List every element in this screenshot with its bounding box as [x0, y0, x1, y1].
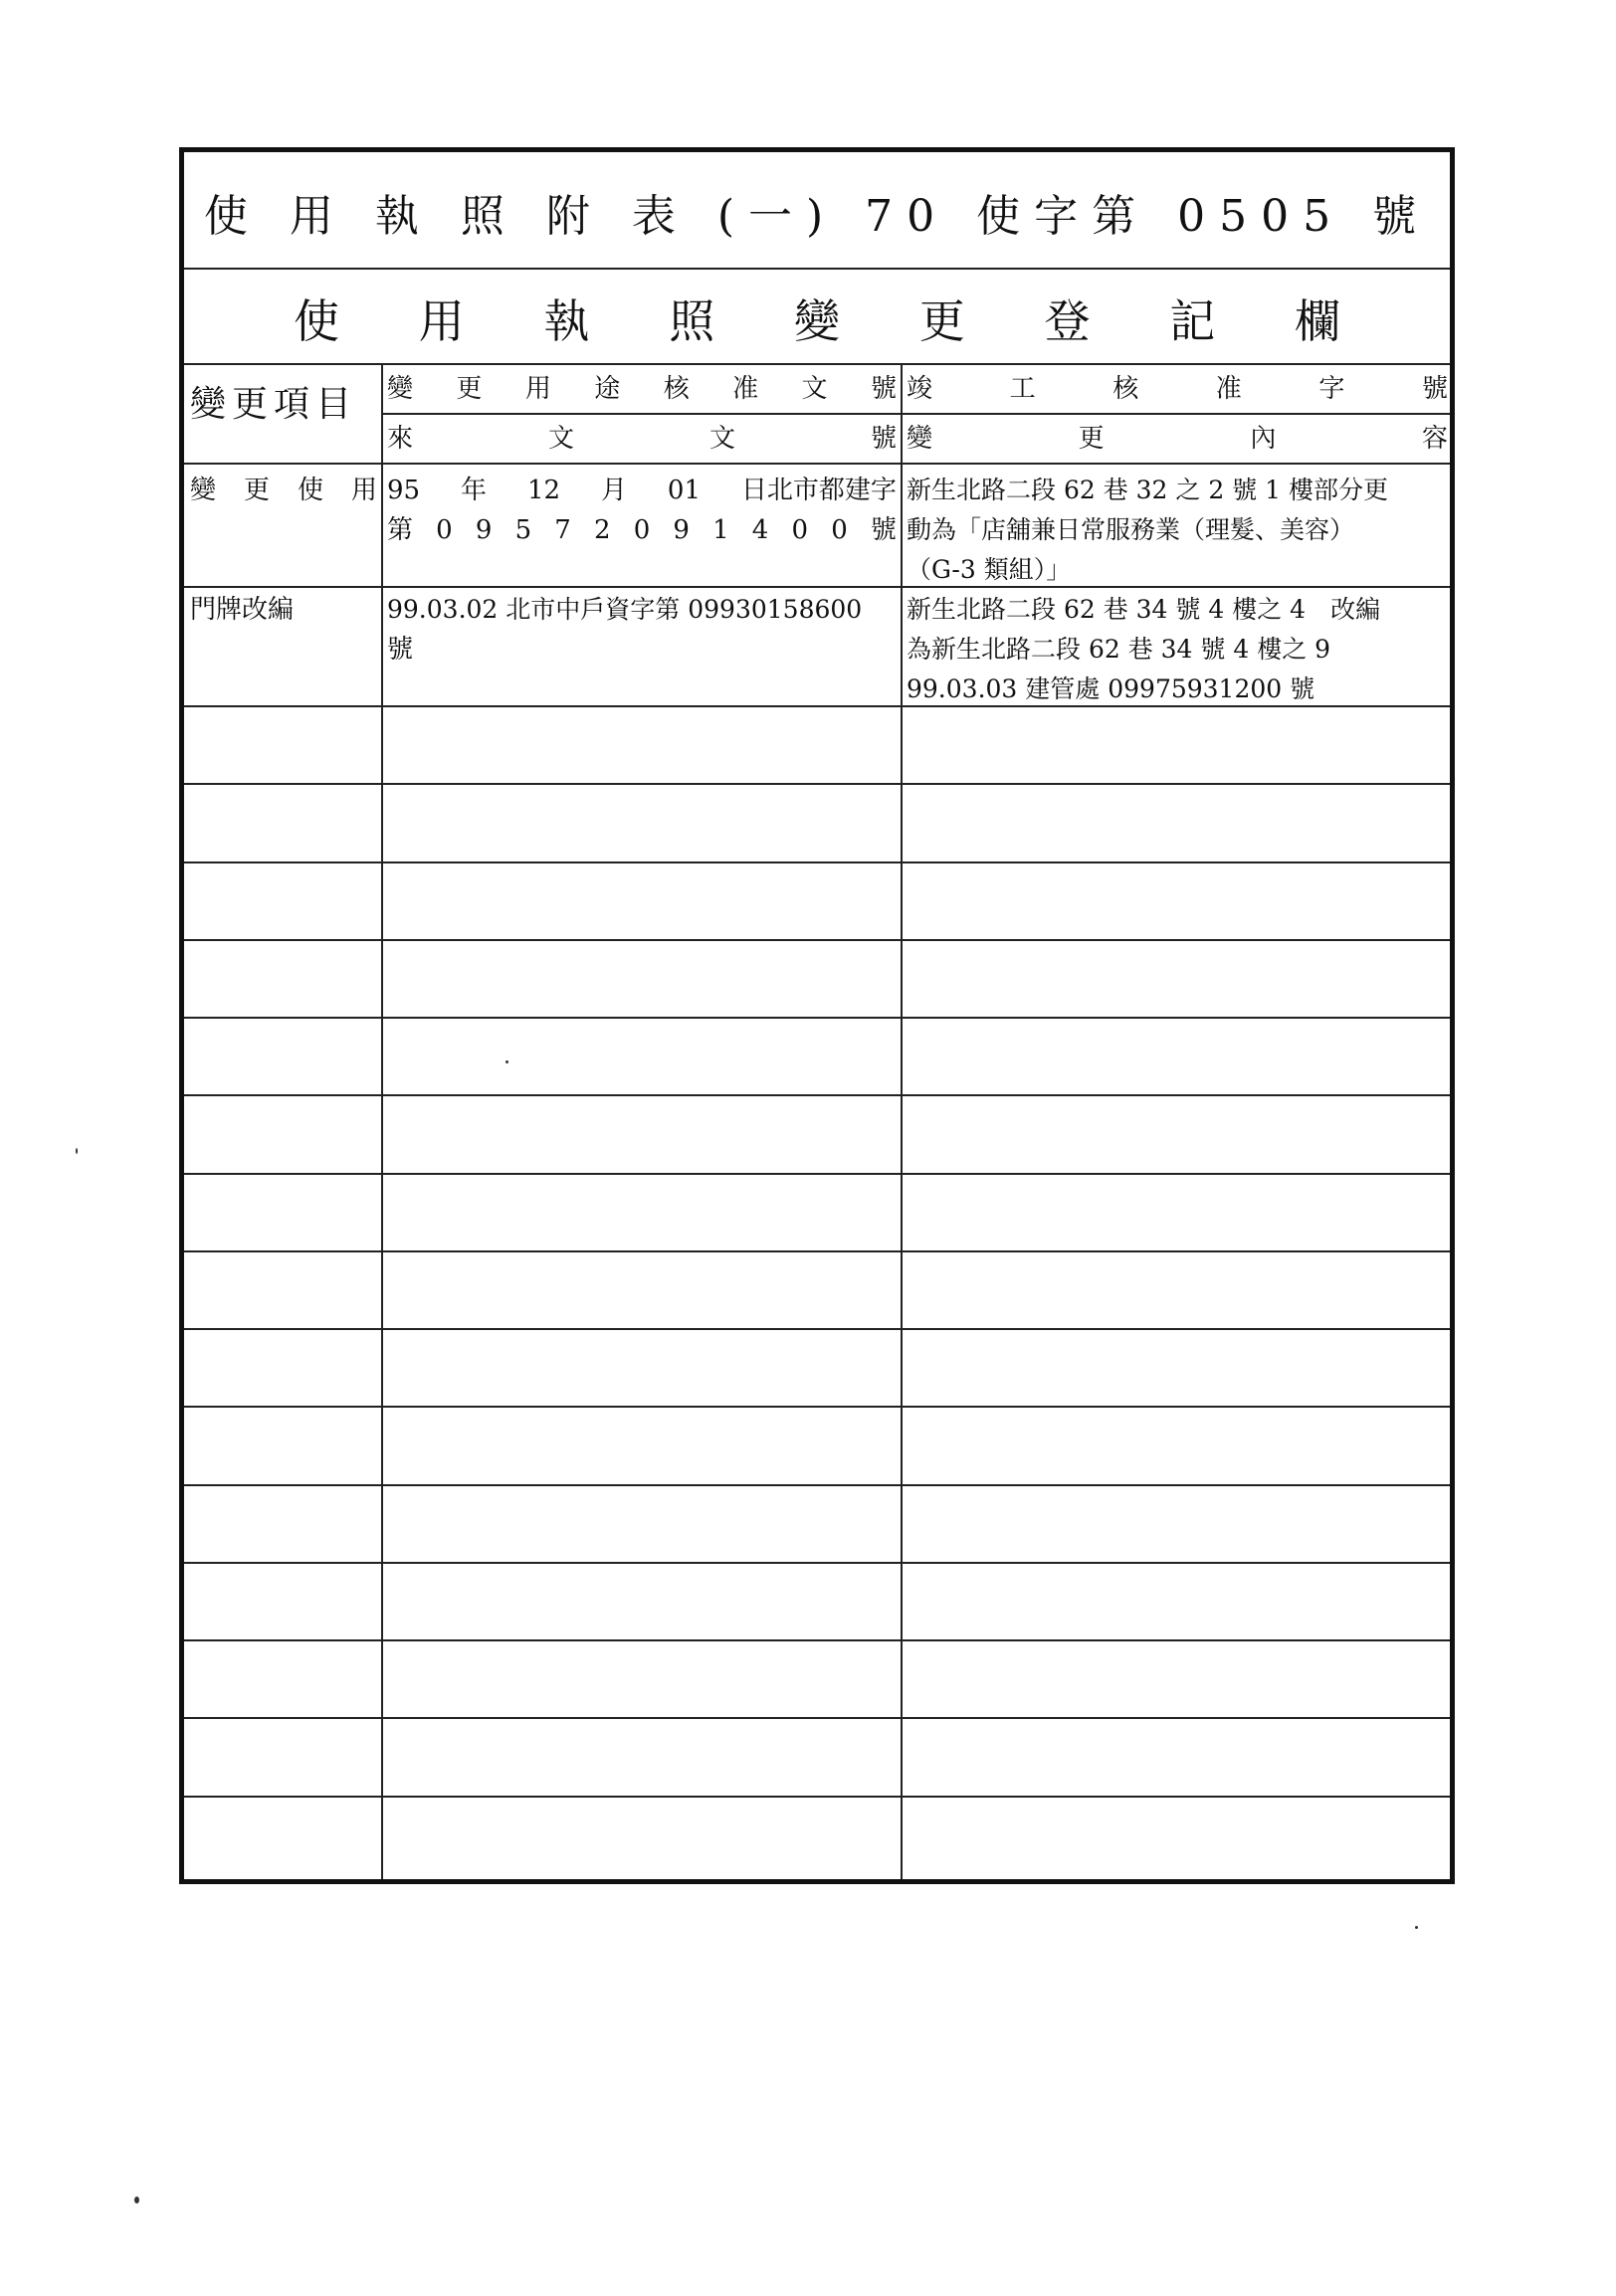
header-char: 核 [663, 374, 690, 404]
header-char: 字 [1318, 374, 1345, 404]
entry-content-line: 99.03.03 建管處 09975931200 號 [907, 674, 1315, 703]
scan-speck [76, 1148, 78, 1154]
divider [184, 939, 1450, 941]
header-char: 內 [1250, 424, 1277, 454]
divider [383, 413, 1450, 415]
subtitle-char: 變 [794, 294, 840, 348]
divider [184, 586, 1450, 588]
divider [184, 1250, 1450, 1252]
header-char: 號 [870, 374, 897, 404]
divider [184, 1717, 1450, 1719]
ref-token: 2 [593, 515, 611, 545]
subtitle-char: 照 [669, 294, 715, 348]
ref-token: 第 [387, 515, 414, 545]
divider [184, 463, 1450, 465]
header-char: 變 [907, 424, 933, 454]
item-char: 更 [243, 476, 270, 505]
header-char: 更 [1078, 424, 1105, 454]
header-change-item: 變更項目 [190, 385, 358, 425]
ref-token: 0 [633, 515, 651, 545]
column-divider [381, 363, 383, 1879]
header-char: 文 [547, 424, 574, 454]
ref-token: 7 [554, 515, 571, 545]
header-char: 文 [708, 424, 735, 454]
subtitle-char: 執 [543, 294, 590, 348]
header-char: 變 [387, 374, 414, 404]
subtitle-char: 記 [1169, 294, 1216, 348]
ref-token: 9 [475, 515, 493, 545]
divider [184, 1639, 1450, 1641]
ref-token: 年 [461, 476, 488, 505]
ref-token: 12 [526, 476, 561, 505]
ref-token: 0 [831, 515, 848, 545]
header-char: 工 [1009, 374, 1036, 404]
entry-content-line: 新生北路二段 62 巷 34 號 4 樓之 4 改編 [907, 595, 1381, 624]
scan-speck [505, 1060, 508, 1063]
divider [184, 1017, 1450, 1019]
ref-token: 4 [751, 515, 769, 545]
subtitle-char: 登 [1044, 294, 1091, 348]
divider [184, 783, 1450, 785]
header-approval-number [387, 369, 897, 411]
subtitle-char: 欄 [1295, 294, 1340, 348]
ref-token: 月 [600, 476, 627, 505]
subtitle-char: 用 [418, 294, 465, 348]
entry-item: 門牌改編 [190, 595, 295, 625]
ref-token: 0 [791, 515, 809, 545]
header-char: 號 [1421, 374, 1448, 404]
document-title: 使 用 執 照 附 表 (一) 70 使字第 0505 號 [203, 191, 1431, 242]
item-char: 用 [350, 476, 377, 505]
entry-reference-line: 號 [387, 635, 414, 665]
header-char: 准 [1215, 374, 1242, 404]
entry-content-line: 新生北路二段 62 巷 32 之 2 號 1 樓部分更 [907, 476, 1389, 504]
header-completion-number [907, 369, 1448, 411]
header-char: 號 [870, 424, 897, 454]
divider [184, 1328, 1450, 1330]
item-char: 變 [190, 476, 217, 505]
header-change-content [907, 419, 1448, 461]
divider [184, 1484, 1450, 1486]
header-char: 核 [1112, 374, 1139, 404]
divider [184, 1406, 1450, 1408]
ref-token: 0 [436, 515, 453, 545]
entry-reference-line [387, 510, 897, 550]
header-char: 來 [387, 424, 414, 454]
scan-speck [134, 2197, 139, 2203]
entry-content-line: （G-3 類組）」 [907, 555, 1072, 584]
divider [184, 268, 1450, 270]
divider [184, 705, 1450, 707]
header-char: 用 [524, 374, 551, 404]
divider [184, 1562, 1450, 1564]
divider [184, 1094, 1450, 1096]
header-char: 准 [732, 374, 759, 404]
divider [184, 1173, 1450, 1175]
header-char: 途 [594, 374, 621, 404]
subtitle-char: 使 [294, 294, 339, 348]
subtitle-char: 更 [918, 294, 965, 348]
column-divider [901, 363, 903, 1879]
scan-speck [1415, 1926, 1418, 1929]
header-char: 更 [456, 374, 483, 404]
header-reference-number [387, 419, 897, 461]
section-title [184, 286, 1450, 355]
entry-content-line: 動為「店舖兼日常服務業（理髮、美容） [907, 515, 1355, 544]
license-table [179, 147, 1455, 1884]
ref-token: 95 [387, 476, 421, 505]
entry-reference-line: 99.03.02 北市中戶資字第 09930158600 [387, 595, 863, 624]
entry-content-line: 為新生北路二段 62 巷 34 號 4 樓之 9 [907, 635, 1331, 664]
ref-token: 5 [514, 515, 532, 545]
divider [184, 1796, 1450, 1798]
header-char: 竣 [907, 374, 933, 404]
entry-reference-line [387, 471, 897, 510]
divider [184, 861, 1450, 863]
item-char: 使 [297, 476, 323, 505]
ref-token: 號 [870, 515, 897, 545]
entry-item [190, 471, 377, 512]
divider [184, 363, 1450, 365]
ref-token: 01 [667, 476, 701, 505]
ref-token: 9 [673, 515, 690, 545]
header-char: 文 [801, 374, 828, 404]
header-char: 容 [1421, 424, 1448, 454]
ref-token: 日北市都建字 [740, 476, 897, 505]
ref-token: 1 [712, 515, 729, 545]
